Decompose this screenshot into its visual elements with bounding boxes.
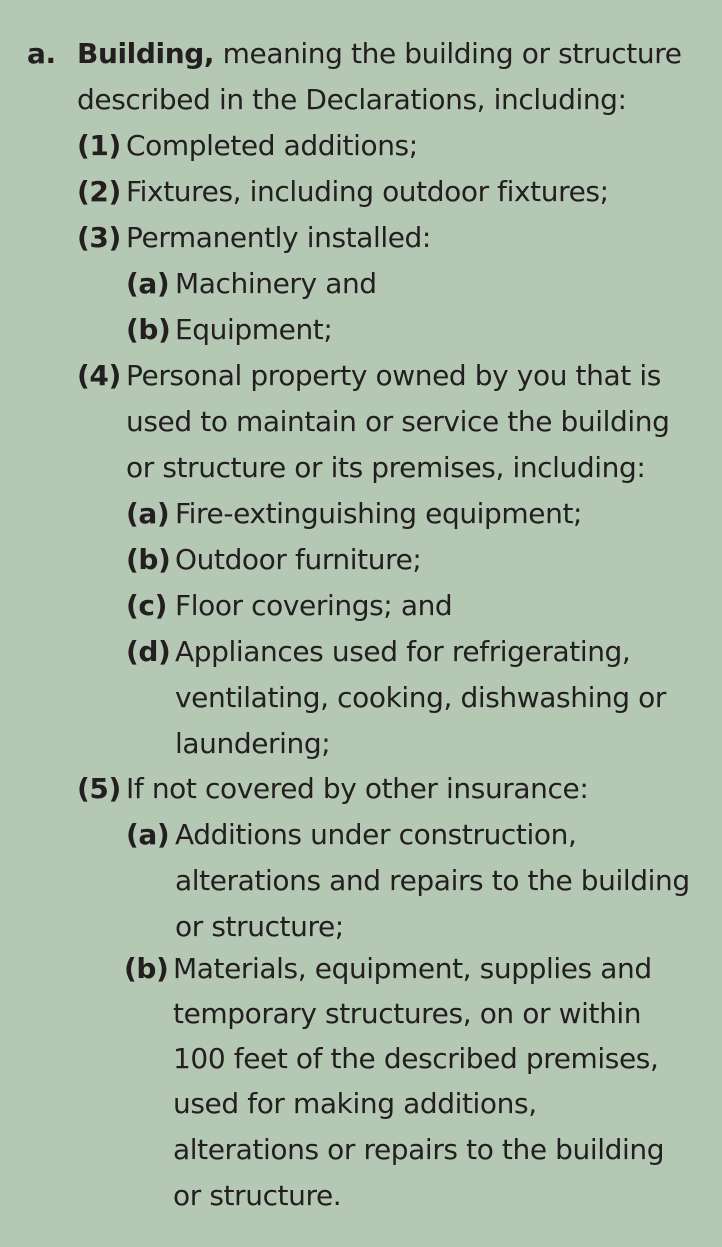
item-1-text: Completed additions;	[126, 129, 418, 162]
item-5b-text-line-2: temporary structures, on or within	[173, 997, 642, 1030]
item-3a-text: Machinery and	[175, 267, 377, 300]
item-5b-text-line-5: alterations or repairs to the building	[173, 1133, 665, 1166]
item-5a-text-line-3: or structure;	[175, 910, 344, 943]
section-label: a.	[27, 37, 56, 70]
item-4d-text-line-2: ventilating, cooking, dishwashing or	[175, 681, 667, 714]
item-5a-label: (a)	[126, 818, 170, 851]
item-5a-text-line-2: alterations and repairs to the building	[175, 864, 690, 897]
item-4a-label: (a)	[126, 497, 170, 530]
item-5b-text-line-6: or structure.	[173, 1179, 342, 1212]
item-4-text-line-3: or structure or its premises, including:	[126, 451, 646, 484]
item-5b-text-line-4: used for making additions,	[173, 1087, 537, 1120]
item-3b-text: Equipment;	[175, 313, 333, 346]
item-4d-text-line-1: Appliances used for refrigerating,	[175, 635, 631, 668]
item-5b-text-line-3: 100 feet of the described premises,	[173, 1042, 659, 1075]
item-4b-label: (b)	[126, 543, 171, 576]
item-5b-text-line-1: Materials, equipment, supplies and	[173, 952, 652, 985]
item-4-label: (4)	[77, 359, 121, 392]
item-4d-text-line-3: laundering;	[175, 727, 331, 760]
item-4-text-line-1: Personal property owned by you that is	[126, 359, 661, 392]
item-3b-label: (b)	[126, 313, 171, 346]
item-4c-text: Floor coverings; and	[175, 589, 453, 622]
item-5a-text-line-1: Additions under construction,	[175, 818, 577, 851]
item-3-text: Permanently installed:	[126, 221, 431, 254]
item-4a-text: Fire-extinguishing equipment;	[175, 497, 583, 530]
item-4b-text: Outdoor furniture;	[175, 543, 422, 576]
item-3-label: (3)	[77, 221, 121, 254]
item-5b-label: (b)	[124, 952, 169, 985]
section-intro-text: meaning the building or structure	[214, 37, 682, 70]
item-4d-label: (d)	[126, 635, 171, 668]
item-3a-label: (a)	[126, 267, 170, 300]
item-1-label: (1)	[77, 129, 121, 162]
item-5-text: If not covered by other insurance:	[126, 772, 589, 805]
section-intro-line-2: described in the Declarations, including:	[77, 83, 627, 116]
item-2-label: (2)	[77, 175, 121, 208]
item-2-text: Fixtures, including outdoor fixtures;	[126, 175, 609, 208]
item-5-label: (5)	[77, 772, 121, 805]
section-term: Building,	[77, 37, 215, 70]
item-4-text-line-2: used to maintain or service the building	[126, 405, 670, 438]
item-4c-label: (c)	[126, 589, 167, 622]
section-intro-line-1	[77, 37, 682, 70]
